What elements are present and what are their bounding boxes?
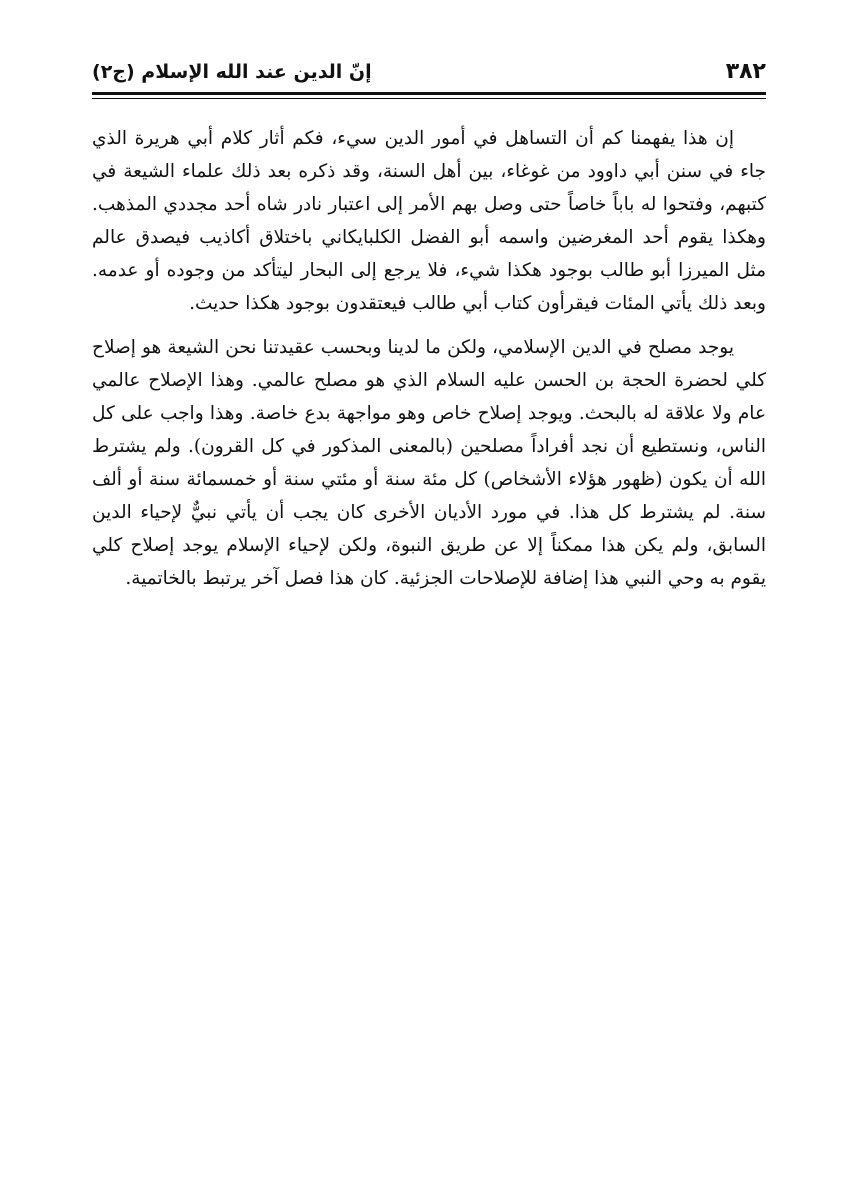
paragraph-2: يوجد مصلح في الدين الإسلامي، ولكن ما لدينا وبحسب عقيدتنا نحن الشيعة هو إصلاح كلي لحضرة الحجة بن الحسن عليه السلام الذي هو مصلح عالمي. وهذا الإصلاح عالمي عام ولا علاقة له بالبحث. ويوجد إصلاح خاص وهو مواجهة بدع خاصة. وهذا واجب على كل الناس، ونستطيع أن نجد أفراداً مصلحين (بالمعنى المذكور في كل القرون). ولم يشترط الله أن يكون (ظهور هؤلاء الأشخاص) كل مئة سنة أو مئتي سنة أو خمسمائة سنة أو ألف سنة. لم يشترط كل هذا. في مورد الأديان الأخرى كان يجب أن يأتي نبيٌّ لإحياء الدين السابق، ولم يكن هذا ممكناً إلا عن طريق النبوة، ولكن لإحياء الإسلام يوجد إصلاح كلي يقوم به وحي النبي هذا إضافة للإصلاحات الجزئية. كان هذا فصل آخر يرتبط بالخاتمية. — [92, 337, 766, 589]
header-rule-thin — [92, 98, 766, 99]
running-header — [92, 56, 766, 90]
running-title: إنّ الدين عند الله الإسلام (ج٢) — [92, 61, 372, 83]
paragraph-1: إن هذا يفهمنا كم أن التساهل في أمور الدين سيء، فكم أثار كلام أبي هريرة الذي جاء في سنن أبي داوود من غوغاء، بين أهل السنة، وقد ذكره بعد ذلك علماء الشيعة في كتبهم، وفتحوا له باباً خاصاً حتى وصل بهم الأمر إلى اعتبار نادر شاه أحد مجددي المذهب. وهكذا يقوم أحد المغرضين واسمه أبو الفضل الكلبايكاني باختلاق أكاذيب فيصدق عالم مثل الميرزا أبو طالب بوجود هكذا شيء، فلا يرجع إلى البحار ليتأكد من وجوده أو عدمه. وبعد ذلك يأتي المئات فيقرأون كتاب أبي طالب فيعتقدون بوجود هكذا حديث. — [92, 128, 766, 314]
body-text — [92, 122, 766, 595]
page-number: ٣٨٢ — [725, 59, 766, 84]
header-rule-thick — [92, 92, 766, 95]
